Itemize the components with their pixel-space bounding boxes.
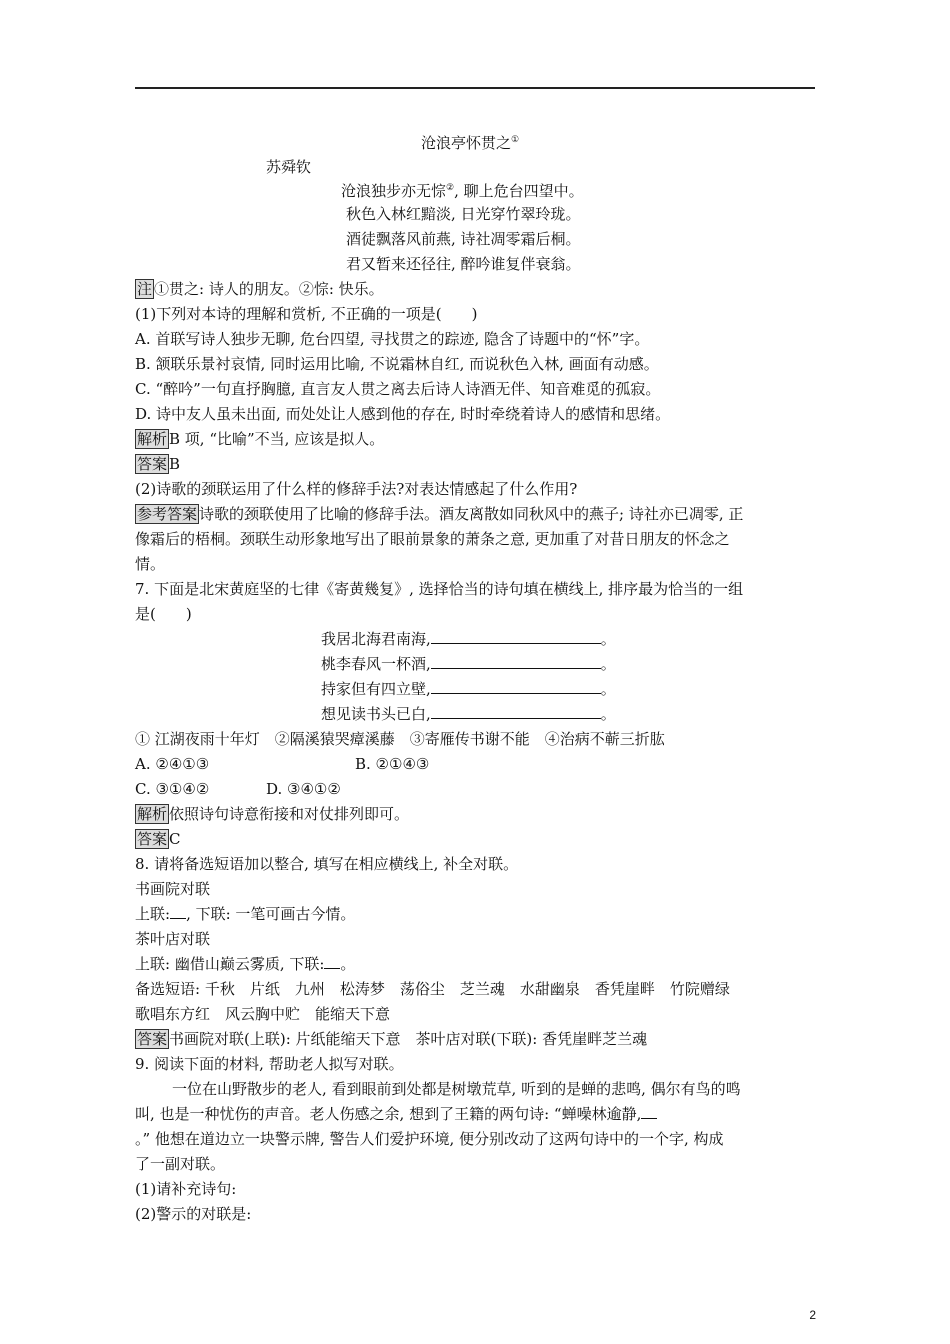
fill-line: 桃李春风一杯酒, 。: [321, 655, 616, 673]
answer-line: 答案 书画院对联(上联): 片纸能缩天下意 茶叶店对联(下联): 香凭崖畔芝兰魂: [137, 1030, 648, 1048]
note-tag: 注: [137, 280, 153, 298]
question-stem: 9. 阅读下面的材料, 帮助老人拟写对联。: [135, 1055, 404, 1073]
option-c: C. “醉吟”一句直抒胸臆, 直言友人贯之离去后诗人诗酒无伴、知音难觅的孤寂。: [135, 380, 661, 398]
fill-line: 持家但有四立壁, 。: [321, 680, 616, 698]
paragraph-line: 了一副对联。: [135, 1155, 226, 1173]
blank[interactable]: [431, 679, 601, 694]
ref-answer-line: 像霜后的梧桐。颈联生动形象地写出了眼前景象的萧条之意, 更加重了对昔日朋友的怀念之: [135, 530, 730, 548]
choices-line: ① 江湖夜雨十年灯 ②隔溪猿哭瘴溪藤 ③寄雁传书谢不能 ④治病不蕲三折肱: [135, 730, 665, 748]
poem-line: 酒徒飘落风前燕, 诗社凋零霜后桐。: [346, 230, 581, 248]
answer-tag: 答案: [137, 1030, 168, 1048]
answer-tag: 答案: [137, 830, 168, 848]
fill-line: 想见读书头已白, 。: [321, 705, 616, 723]
paragraph-line: 。” 他想在道边立一块警示牌, 警告人们爱护环境, 便分别改动了这两句诗中的一个字, 构成: [135, 1130, 724, 1148]
couplet-label: 书画院对联: [135, 880, 211, 898]
ref-answer-line: 情。: [135, 555, 166, 573]
blank[interactable]: [431, 654, 601, 669]
ref-answer-line: 参考答案 诗歌的颈联使用了比喻的修辞手法。酒友离散如同秋风中的燕子; 诗社亦已凋零, 正: [137, 505, 744, 523]
question-stem: 是( ): [135, 605, 192, 623]
poem-line: 沧浪独步亦无悰②, 聊上危台四望中。: [341, 182, 584, 200]
option-d: D. 诗中友人虽未出面, 而处处让人感到他的存在, 时时牵绕着诗人的感情和思绪。: [135, 405, 671, 423]
option-b: B. ②①④③: [355, 755, 430, 773]
phrases-line: 备选短语: 千秋 片纸 九州 松涛梦 荡俗尘 芝兰魂 水甜幽泉 香凭崖畔 竹院赠绿: [135, 980, 730, 998]
analysis-line: 解析 B 项, “比喻”不当, 应该是拟人。: [137, 430, 385, 448]
page-number: 2: [809, 1308, 816, 1322]
phrases-line: 歌唱东方红 风云胸中贮 能缩天下意: [135, 1005, 391, 1023]
analysis-tag: 解析: [137, 430, 168, 448]
answer-tag: 答案: [137, 455, 168, 473]
blank[interactable]: [170, 904, 186, 919]
question-stem: (2)诗歌的颈联运用了什么样的修辞手法?对表达情感起了什么作用?: [135, 480, 578, 498]
answer-line: 答案 C: [137, 830, 181, 848]
question-stem: 8. 请将备选短语加以整合, 填写在相应横线上, 补全对联。: [135, 855, 519, 873]
question-stem: (1)下列对本诗的理解和赏析, 不正确的一项是( ): [135, 305, 478, 323]
blank[interactable]: [324, 954, 340, 969]
option-d: D. ③④①②: [266, 780, 341, 798]
question-stem: 7. 下面是北宋黄庭坚的七律《寄黄幾复》, 选择恰当的诗句填在横线上, 排序最为恰当的一组: [135, 580, 744, 598]
couplet-line: 上联: , 下联: 一笔可画古今情。: [135, 905, 356, 923]
couplet-line: 上联: 幽借山巅云雾质, 下联: 。: [135, 955, 356, 973]
paragraph-line: 叫, 也是一种忧伤的声音。老人伤感之余, 想到了王籍的两句诗: “蝉噪林逾静,: [135, 1104, 657, 1124]
option-a: A. ②④①③: [135, 755, 210, 773]
couplet-label: 茶叶店对联: [135, 930, 211, 948]
analysis-line: 解析 依照诗句诗意衔接和对仗排列即可。: [137, 805, 410, 823]
poem-title: 沧浪亭怀贯之①: [421, 134, 520, 152]
note-line: 注 ①贯之: 诗人的朋友。②悰: 快乐。: [137, 280, 384, 298]
answer-line: 答案 B: [137, 455, 181, 473]
sub-question: (2)警示的对联是:: [135, 1205, 252, 1223]
header-rule: [135, 87, 815, 89]
paragraph-line: 一位在山野散步的老人, 看到眼前到处都是树墩荒草, 听到的是蝉的悲鸣, 偶尔有鸟的鸣: [172, 1080, 741, 1098]
poem-line: 秋色入林红黯淡, 日光穿竹翠玲珑。: [346, 205, 581, 223]
blank[interactable]: [431, 629, 601, 644]
option-c: C. ③①④②: [135, 780, 210, 798]
fill-line: 我居北海君南海, 。: [321, 630, 616, 648]
poem-author: 苏舜钦: [266, 158, 312, 176]
ref-answer-tag: 参考答案: [137, 505, 198, 523]
blank[interactable]: [641, 1104, 657, 1119]
poem-line: 君又暂来还径往, 醉吟谁复伴衰翁。: [346, 255, 581, 273]
blank[interactable]: [431, 704, 601, 719]
analysis-tag: 解析: [137, 805, 168, 823]
option-a: A. 首联写诗人独步无聊, 危台四望, 寻找贯之的踪迹, 隐含了诗题中的“怀”字。: [135, 330, 650, 348]
option-b: B. 颔联乐景衬哀情, 同时运用比喻, 不说霜林自红, 而说秋色入林, 画面有动感。: [135, 355, 659, 373]
sub-question: (1)请补充诗句:: [135, 1180, 237, 1198]
